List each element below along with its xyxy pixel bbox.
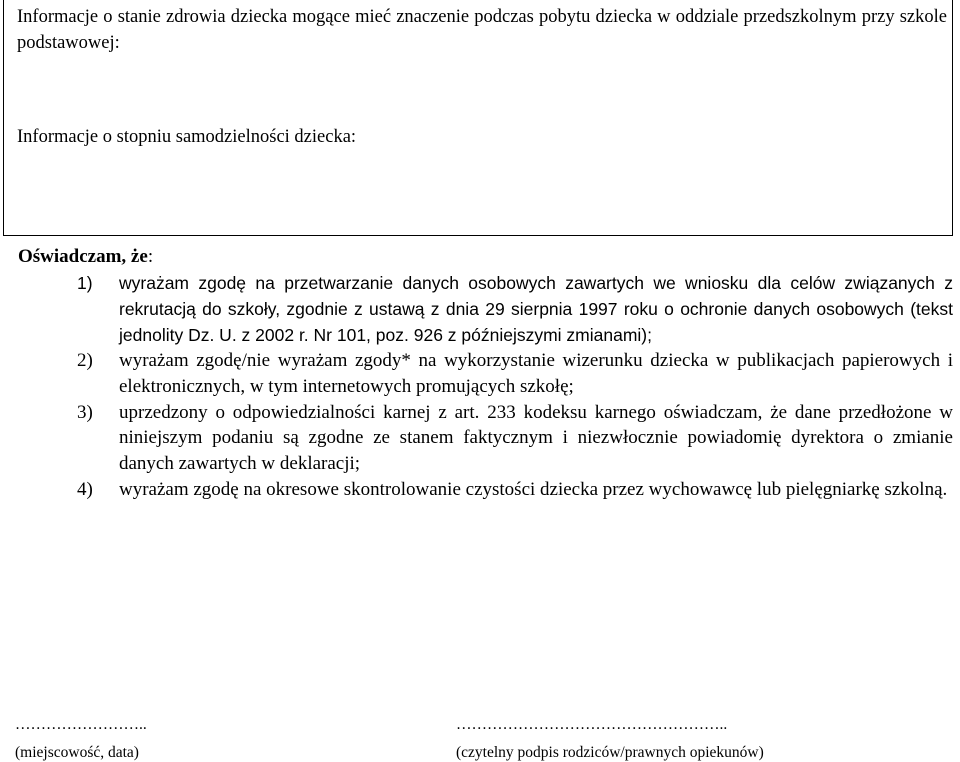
declaration-heading — [18, 244, 153, 270]
health-info-box — [3, 0, 953, 236]
parent-signature-caption: (czytelny podpis rodziców/prawnych opiekunów) — [456, 744, 764, 761]
declaration-heading-colon: : — [147, 246, 154, 267]
declaration-item-number: 1) — [77, 273, 93, 293]
declaration-item-text: wyrażam zgodę/nie wyrażam zgody* na wykorzystanie wizerunku dziecka w publikacjach papierowych i elektronicznych, w tym internetowych promujących szkołę; — [119, 350, 953, 397]
health-info-label: Informacje o stanie zdrowia dziecka mogące mieć znaczenie podczas pobytu dziecka w oddziale przedszkolnym przy szkole podstawowej: — [17, 7, 947, 53]
declaration-item-liability — [18, 400, 953, 477]
declaration-heading-bold: Oświadczam, że — [18, 246, 148, 267]
declaration-item-text: wyrażam zgodę na okresowe skontrolowanie czystości dziecka przez wychowawcę lub pielęgniarkę szkolną. — [119, 478, 948, 500]
declaration-item-hygiene-check — [18, 477, 953, 503]
parent-signature-dots: …………………………………………….. — [456, 716, 728, 733]
declaration-item-text: wyrażam zgodę na przetwarzanie danych osobowych zawartych we wniosku dla celów związanych z rekrutacją do szkoły, zgodnie z ustawą z dnia 29 sierpnia 1997 roku o ochronie danych osobowych (tekst jednolity Dz. U. z 2002 r. Nr 101, poz. 926 z późniejszymi zmianami); — [119, 273, 953, 345]
declaration-item-number: 4) — [77, 478, 93, 500]
declaration-list — [18, 270, 953, 503]
declaration-item-data-processing — [18, 270, 953, 348]
declaration-item-text: uprzedzony o odpowiedzialności karnej z art. 233 kodeksu karnego oświadczam, że dane przedłożone w niniejszym podaniu są zgodne ze stanem faktycznym i niezwłocznie powiadomię dyrektora o zmianie danych zawartych w deklaracji; — [119, 401, 953, 475]
place-date-dots: …………………….. — [15, 716, 147, 733]
independence-info-label: Informacje o stopniu samodzielności dziecka: — [17, 127, 357, 147]
place-date-signature — [15, 716, 147, 762]
declaration-item-number: 2) — [77, 350, 93, 371]
parent-signature — [456, 716, 764, 762]
place-date-caption: (miejscowość, data) — [15, 744, 139, 761]
declaration-item-number: 3) — [77, 401, 93, 423]
declaration-item-image-consent — [18, 348, 953, 400]
